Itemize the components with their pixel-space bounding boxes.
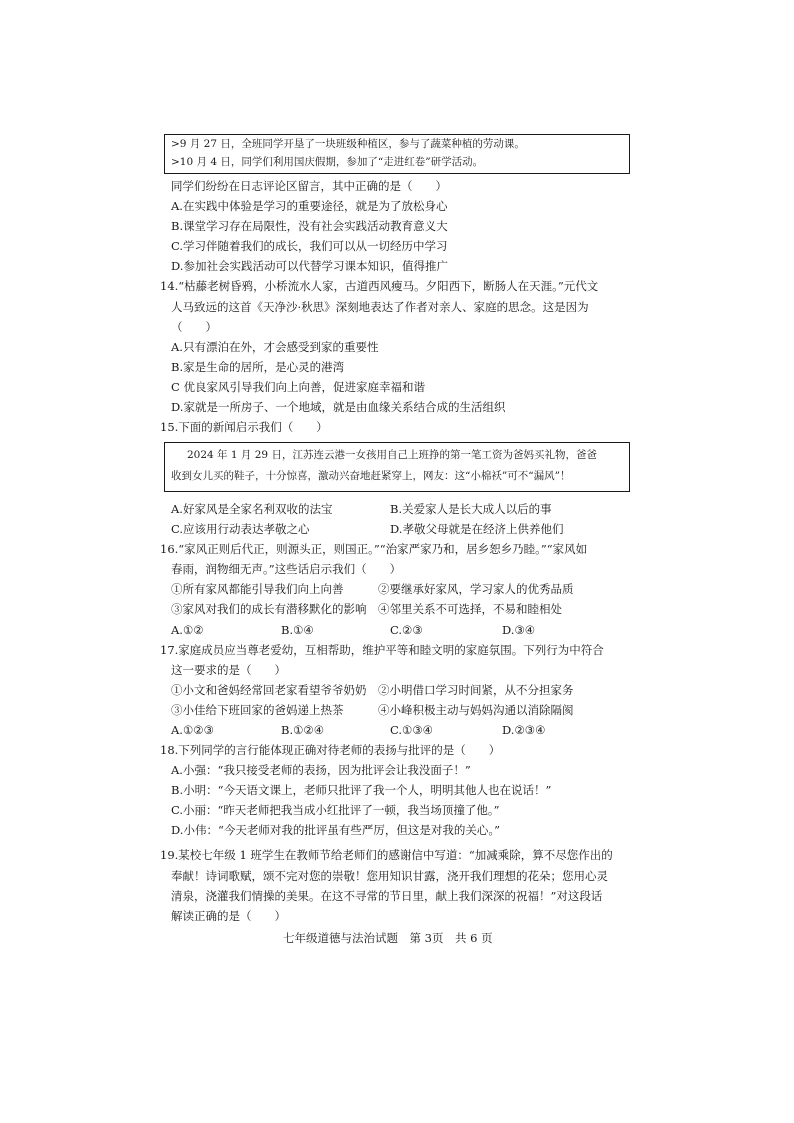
q15-stem: 15.下面的新闻启示我们（ ）	[160, 420, 328, 434]
activity-log-box	[164, 134, 630, 174]
q18-option-d: D.小伟：“今天老师对我的批评虽有些严厉，但这是对我的关心。”	[171, 823, 500, 837]
q19-stem-2: 奉献！诗词歌赋，颂不完对您的崇敬！您用知识甘露，浇开我们理想的花朵；您用心灵	[171, 869, 608, 883]
q16-item-3: ③家风对我们的成长有潜移默化的影响	[171, 602, 367, 616]
news-line-2: 收到女儿买的鞋子，十分惊喜，激动兴奋地赶紧穿上，网友：这“小棉袄”可不“漏风”！	[171, 470, 571, 482]
q17-item-4: ④小峰积极主动与妈妈沟通以消除隔阂	[378, 703, 574, 717]
q13-stem: 同学们纷纷在日志评论区留言，其中正确的是（ ）	[171, 179, 447, 193]
q16-item-1: ①所有家风都能引导我们向上向善	[171, 582, 344, 596]
q15-option-c: C.应该用行动表达孝敬之心	[171, 522, 310, 536]
q18-option-a: A.小强：“我只接受老师的表扬，因为批评会让我没面子！”	[171, 763, 471, 777]
q16-answer-b: B.①④	[281, 623, 314, 637]
q17-answer-a: A.①②③	[171, 723, 214, 737]
q14-stem-3: （ ）	[171, 320, 217, 334]
q14-option-c: C 优良家风引导我们向上向善，促进家庭幸福和谐	[171, 380, 425, 394]
page-footer: 七年级道德与法治试题 第 3页 共 6 页	[283, 931, 493, 945]
q13-option-a: A.在实践中体验是学习的重要途径，就是为了放松身心	[171, 199, 448, 213]
q16-answer-d: D.③④	[502, 623, 536, 637]
q16-item-4: ④邻里关系不可选择，不易和睦相处	[378, 602, 562, 616]
q14-option-a: A.只有漂泊在外，才会感受到家的重要性	[171, 340, 379, 354]
q17-stem-2: 这一要求的是（ ）	[171, 663, 286, 677]
q14-stem-1: 14.“枯藤老树昏鸦，小桥流水人家，古道西风瘦马。夕阳西下，断肠人在天涯。”元代文	[160, 279, 599, 293]
q19-stem-3: 清泉，浇灌我们情操的美果。在这不寻常的节日里，献上我们深深的祝福！”对这段话	[171, 889, 603, 903]
q15-option-d: D.孝敬父母就是在经济上供养他们	[390, 522, 564, 536]
log-line-1: >9 月 27 日，全班同学开垦了一块班级种植区，参与了蔬菜种植的劳动课。	[171, 138, 525, 150]
news-box	[164, 442, 630, 492]
news-line-1: 2024 年 1 月 29 日，江苏连云港一女孩用自己上班挣的第一笔工资为爸妈买礼物，爸爸	[187, 449, 597, 461]
log-line-2: >10 月 4 日，同学们利用国庆假期，参加了“走进红卷”研学活动。	[171, 156, 484, 168]
q17-item-1: ①小文和爸妈经常回老家看望爷爷奶奶	[171, 683, 367, 697]
q13-option-b: B.课堂学习存在局限性，没有社会实践活动教育意义大	[171, 219, 448, 233]
q17-answer-c: C.①③④	[390, 723, 433, 737]
q16-stem-2: 春雨，润物细无声。”这些话启示我们（ ）	[171, 562, 402, 576]
q13-option-c: C.学习伴随着我们的成长，我们可以从一切经历中学习	[171, 239, 448, 253]
q16-answer-a: A.①②	[171, 623, 204, 637]
q17-stem-1: 17.家庭成员应当尊老爱幼，互相帮助，维护平等和睦文明的家庭氛围。下列行为中符合	[160, 643, 604, 657]
q17-item-3: ③小佳给下班回家的爸妈递上热茶	[171, 703, 344, 717]
q14-option-d: D.家就是一所房子、一个地域，就是由血缘关系结合成的生活组织	[171, 400, 506, 414]
q15-option-a: A.好家风是全家名利双收的法宝	[171, 502, 333, 516]
q17-answer-d: D.②③④	[502, 723, 546, 737]
q17-item-2: ②小明借口学习时间紧，从不分担家务	[378, 683, 574, 697]
q15-option-b: B.关爱家人是长大成人以后的事	[390, 502, 552, 516]
q14-option-b: B.家是生命的居所，是心灵的港湾	[171, 360, 345, 374]
q13-option-d: D.参加社会实践活动可以代替学习课本知识，值得推广	[171, 259, 448, 273]
q16-item-2: ②要继承好家风，学习家人的优秀品质	[378, 582, 574, 596]
q14-stem-2: 人马致远的这首《天净沙·秋思》深刻地表达了作者对亲人、家庭的思念。这是因为	[171, 300, 589, 314]
q16-stem-1: 16.“家风正则后代正，则源头正，则国正。”“治家严家乃和，居乡恕乡乃睦。”“家风如	[160, 542, 588, 556]
q19-stem-4: 解读正确的是（ ）	[171, 909, 286, 923]
q17-answer-b: B.①②④	[281, 723, 325, 737]
q19-stem-1: 19.某校七年级 1 班学生在教师节给老师们的感谢信中写道：“加减乘除，算不尽您作出的	[160, 848, 613, 862]
q18-stem: 18.下列同学的言行能体现正确对待老师的表扬与批评的是（ ）	[160, 743, 501, 757]
q16-answer-c: C.②③	[390, 623, 423, 637]
q18-option-c: C.小丽：“昨天老师把我当成小红批评了一顿，我当场顶撞了他。”	[171, 803, 500, 817]
q18-option-b: B.小明：“今天语文课上，老师只批评了我一个人，明明其他人也在说话！”	[171, 783, 552, 797]
